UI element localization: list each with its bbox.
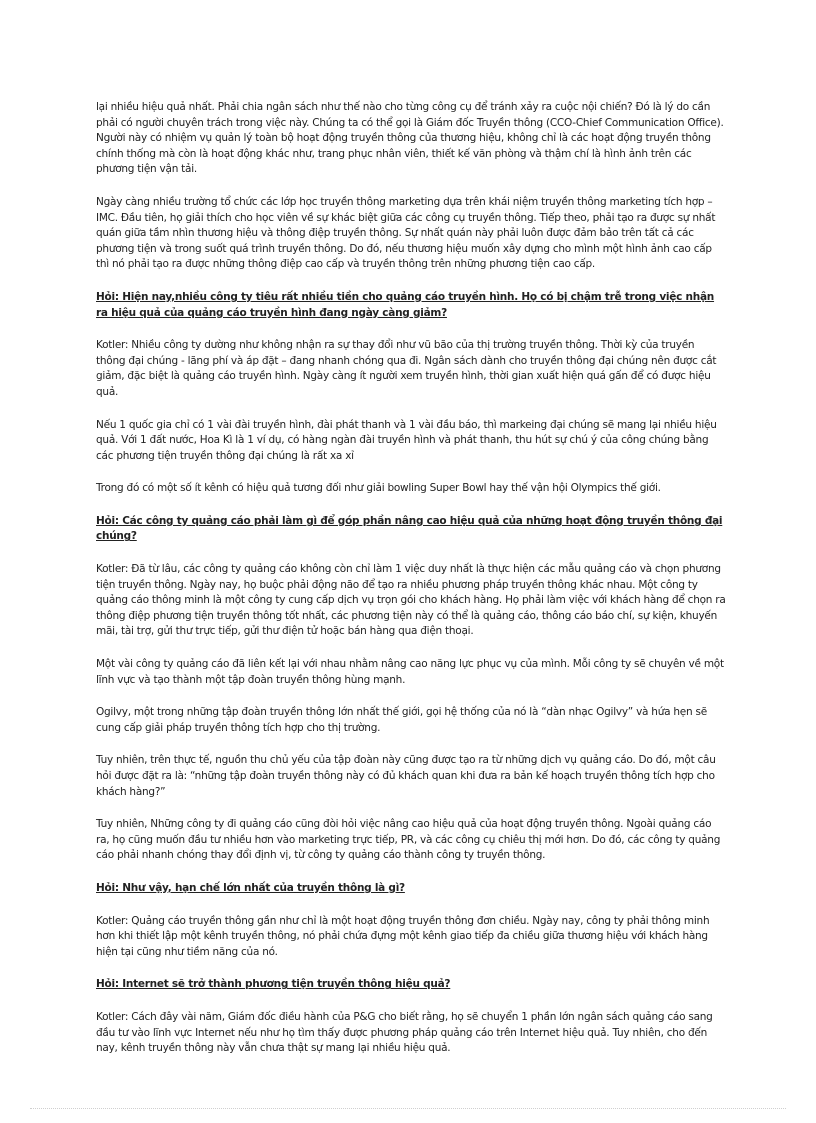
page-bottom-divider [30, 1108, 786, 1109]
paragraph-pg-internet: Kotler: Cách đây vài năm, Giám đốc điều hành của P&G cho biết rằng, họ sẽ chuyển 1 phần lớn ngân sách quảng cáo sang đầu tư vào lĩnh vực Internet nếu như họ tìm thấy được phương pháp quảng cáo trên Internet hiệu quả. Tuy nhiên, cho đến nay, kênh truyền thông này vẫn chưa thật sự mang lại nhiều hiệu quả. [96, 1010, 713, 1055]
paragraph-imc-courses: Ngày càng nhiều trường tổ chức các lớp học truyền thông marketing dựa trên khái niệm truyền thông marketing tích hợp – IMC. Đầu tiên, họ giải thích cho học viên về sự khác biệt giữa các công cụ truyền thông. Tiếp theo, phải tạo ra được sự nhất quán giữa tầm nhìn thương hiệu và thông điệp truyền thông. Sự nhất quán này phải luôn được đảm bảo trên tất cả các phương tiện và trong suốt quá trình truyền thông. Do đó, nếu thương hiệu muốn xây dựng cho mình một hình ảnh cao cấp thì nó phải tạo ra được những thông điệp cao cấp và truyền thông trên những phương tiện cao cấp. [96, 195, 716, 271]
paragraph-agency-alliances: Một vài công ty quảng cáo đã liên kết lại với nhau nhằm nâng cao năng lực phục vụ của mình. Mỗi công ty sẽ chuyên về một lĩnh vực và tạo thành một tập đoàn truyền thông hùng mạnh. [96, 658, 724, 686]
document-body [96, 100, 726, 1074]
paragraph-repositioning: Tuy nhiên, Những công ty đi quảng cáo cũng đòi hỏi việc nâng cao hiệu quả của hoạt động truyền thông. Ngoài quảng cáo ra, họ cũng muốn đầu tư nhiều hơn vào marketing trực tiếp, PR, và các công cụ chiêu thị mới hơn. Do đó, các công ty quảng cáo phải nhanh chóng thay đổi định vị, từ công ty quảng cáo thành công ty truyền thông. [96, 818, 721, 862]
paragraph-effective-channels: Trong đó có một số ít kênh có hiệu quả tương đối như giải bowling Super Bowl hay thế vận hội Olympics thế giới. [96, 482, 661, 495]
paragraph-objectivity: Tuy nhiên, trên thực tế, nguồn thu chủ yếu của tập đoàn này cũng được tạo ra từ những dịch vụ quảng cáo. Do đó, một câu hỏi được đặt ra là: “những tập đoàn truyền thông này có đủ khách quan khi đưa ra bản kế hoạch truyền thông tích hợp cho khách hàng?” [96, 754, 716, 798]
question-internet: Hỏi: Internet sẽ trở thành phương tiện truyền thông hiệu quả? [96, 978, 451, 991]
paragraph-mass-marketing: Nếu 1 quốc gia chỉ có 1 vài đài truyền hình, đài phát thanh và 1 vài đầu báo, thì markeing đại chúng sẽ mang lại nhiều hiệu quả. Với 1 đất nước, Hoa Kì là 1 ví dụ, có hàng ngàn đài truyền hình và phát thanh, thu hút sự chú ý của công chúng bằng các phương tiện truyền thông đại chúng là rất xa xỉ [96, 418, 717, 462]
question-ad-agencies: Hỏi: Các công ty quảng cáo phải làm gì để góp phần nâng cao hiệu quả của những hoạt động truyền thông đại chúng? [96, 514, 723, 543]
paragraph-cco: lại nhiều hiệu quả nhất. Phải chia ngân sách như thế nào cho từng công cụ để tránh xảy ra cuộc nội chiến? Đó là lý do cần phải có người chuyên trách trong việc này. Chúng ta có thể gọi là Giám đốc Truyền thông (CCO-Chief Communication Office). Người này có nhiệm vụ quản lý toàn bộ hoạt động truyền thông của thương hiệu, không chỉ là các hoạt động truyền thông chính thống mà còn là hoạt động khác như, trang phục nhân viên, thiết kế văn phòng và thậm chí là hình ảnh trên các phương tiện vận tải. [96, 101, 724, 176]
question-limitations: Hỏi: Như vậy, hạn chế lớn nhất của truyền thông là gì? [96, 881, 405, 894]
question-tv-advertising: Hỏi: Hiện nay,nhiều công ty tiêu rất nhiều tiền cho quảng cáo truyền hình. Họ có bị chậm trễ trong việc nhận ra hiệu quả của quảng cáo truyền hình đang ngày càng giảm? [96, 290, 715, 319]
paragraph-agency-services: Kotler: Đã từ lâu, các công ty quảng cáo không còn chỉ làm 1 việc duy nhất là thực hiện các mẫu quảng cáo và chọn phương tiện truyền thông. Ngày nay, họ buộc phải động não để tạo ra nhiều phương pháp truyền thông khác nhau. Một công ty quảng cáo thông minh là một công ty cung cấp dịch vụ trọn gói cho khách hàng. Họ phải làm việc với khách hàng để chọn ra thông điệp phương tiện truyền thông tốt nhất, các phương tiện này có thể là quảng cáo, thông cáo báo chí, sự kiện, khuyến mãi, tài trợ, gửi thư trực tiếp, gửi thư điện tử hoặc bán hàng qua điện thoại. [96, 563, 726, 638]
paragraph-ogilvy: Ogilvy, một trong những tập đoàn truyền thông lớn nhất thế giới, gọi hệ thống của nó là “dàn nhạc Ogilvy” và hứa hẹn sẽ cung cấp giải pháp truyền thông tích hợp cho thị trường. [96, 706, 707, 734]
paragraph-one-way: Kotler: Quảng cáo truyền thông gần như chỉ là một hoạt động truyền thông đơn chiều. Ngày nay, công ty phải thông minh hơn khi thiết lập một kênh truyền thông, nó phải chứa đựng một kênh giao tiếp đa chiều giữa thương hiệu với khách hàng hiện tại cũng như tiềm năng của nó. [96, 914, 710, 958]
paragraph-media-change: Kotler: Nhiều công ty dường như không nhận ra sự thay đổi như vũ bão của thị trường truyền thông. Thời kỳ của truyền thông đại chúng - lãng phí và áp đặt – đang nhanh chóng qua đi. Ngân sách dành cho truyền thông đại chúng nên được cắt giảm, đặc biệt là quảng cáo truyền hình. Ngày càng ít người xem truyền hình, thời gian xuất hiện quá gấn để có được hiệu quả. [96, 339, 717, 398]
